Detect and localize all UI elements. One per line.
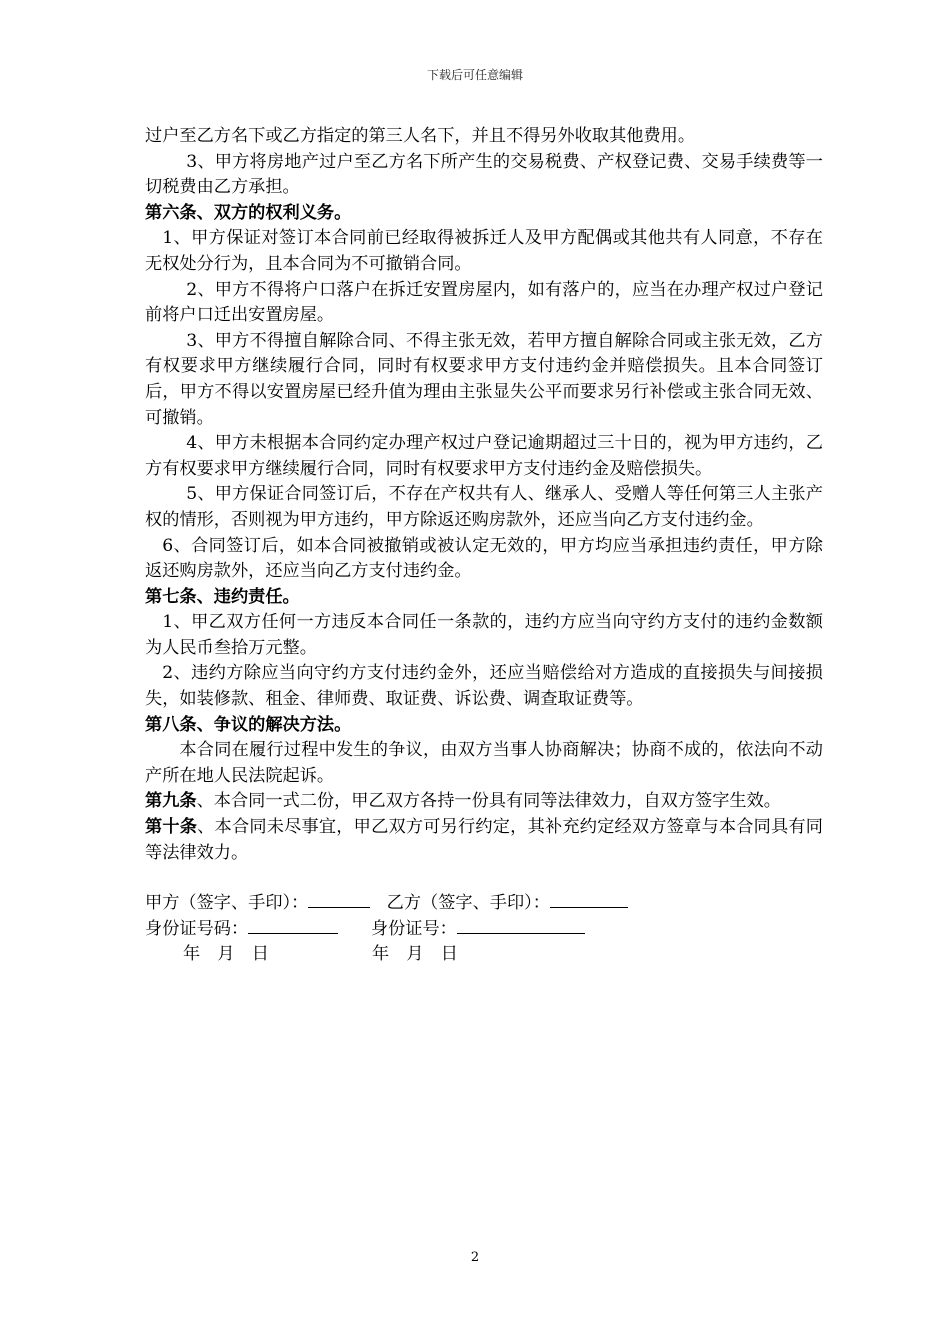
article-10-text: 、本合同未尽事宜，甲乙双方可另行约定，其补充约定经双方签章与本合同具有同等法律效力。 <box>145 817 823 863</box>
paragraph: 4、甲方未根据本合同约定办理产权过户登记逾期超过三十日的，视为甲方违约，乙方有权要求甲方继续履行合同，同时有权要求甲方支付违约金及赔偿损失。 <box>145 433 823 479</box>
article-heading-10: 第十条 <box>145 817 198 838</box>
article-9 <box>145 789 823 815</box>
signature-block <box>145 891 823 968</box>
paragraph: 3、甲方将房地产过户至乙方名下所产生的交易税费、产权登记费、交易手续费等一切税费由乙方承担。 <box>145 151 823 198</box>
party-a-label: 甲方（签字、手印）： <box>145 893 309 914</box>
id-line <box>145 917 823 943</box>
signature-line <box>145 891 823 917</box>
party-b-label: 乙方（签字、手印）： <box>386 893 550 914</box>
party-a-signature-field[interactable] <box>308 893 370 908</box>
date-b: 年 月 日 <box>371 944 458 965</box>
paragraph: 1、甲方保证对签订本合同前已经取得被拆迁人及甲方配偶或其他共有人同意，不存在无权处分行为，且本合同为不可撤销合同。 <box>145 228 823 274</box>
date-a: 年 月 日 <box>183 944 269 965</box>
article-9-text: 、本合同一式二份，甲乙双方各持一份具有同等法律效力，自双方签字生效。 <box>196 791 781 812</box>
date-line <box>145 942 823 968</box>
paragraph: 3、甲方不得擅自解除合同、不得主张无效，若甲方擅自解除合同或主张无效，乙方有权要求甲方继续履行合同，同时有权要求甲方支付违约金并赔偿损失。且本合同签订后，甲方不得以安置房屋已经升值为理由主张显失公平而要求另行补偿或主张合同无效、可撤销。 <box>145 330 823 428</box>
article-heading-6: 第六条、双方的权利义务。 <box>145 202 352 223</box>
page-header: 下载后可任意编辑 <box>426 68 523 82</box>
paragraph: 5、甲方保证合同签订后，不存在产权共有人、继承人、受赠人等任何第三人主张产权的情形，否则视为甲方违约，甲方除返还购房款外，还应当向乙方支付违约金。 <box>145 484 823 530</box>
id-b-field[interactable] <box>457 919 585 934</box>
party-b-signature-field[interactable] <box>550 893 628 908</box>
article-10 <box>145 815 823 866</box>
article-heading-9: 第九条 <box>145 791 197 812</box>
paragraph: 6、合同签订后，如本合同被撤销或被认定无效的，甲方均应当承担违约责任，甲方除返还购房款外，还应当向乙方支付违约金。 <box>145 535 823 582</box>
paragraph: 2、甲方不得将户口落户在拆迁安置房屋内，如有落户的，应当在办理产权过户登记前将户口迁出安置房屋。 <box>145 279 823 326</box>
paragraph: 过户至乙方名下或乙方指定的第三人名下，并且不得另外收取其他费用。 <box>145 126 696 146</box>
paragraph: 本合同在履行过程中发生的争议，由双方当事人协商解决；协商不成的，依法向不动产所在地人民法院起诉。 <box>145 740 823 786</box>
article-heading-7: 第七条、违约责任。 <box>145 586 300 607</box>
paragraph: 2、违约方除应当向守约方支付违约金外，还应当赔偿给对方造成的直接损失与间接损失，如装修款、租金、律师费、取证费、诉讼费、调查取证费等。 <box>145 663 823 710</box>
paragraph: 1、甲乙双方任何一方违反本合同任一条款的，违约方应当向守约方支付的违约金数额为人民币叁拾万元整。 <box>145 612 823 658</box>
page-number: 2 <box>470 1250 480 1265</box>
id-a-field[interactable] <box>248 919 338 934</box>
id-a-label: 身份证号码： <box>145 918 249 939</box>
document-body <box>145 124 823 968</box>
id-b-label: 身份证号： <box>370 918 457 939</box>
article-heading-8: 第八条、争议的解决方法。 <box>145 714 352 735</box>
